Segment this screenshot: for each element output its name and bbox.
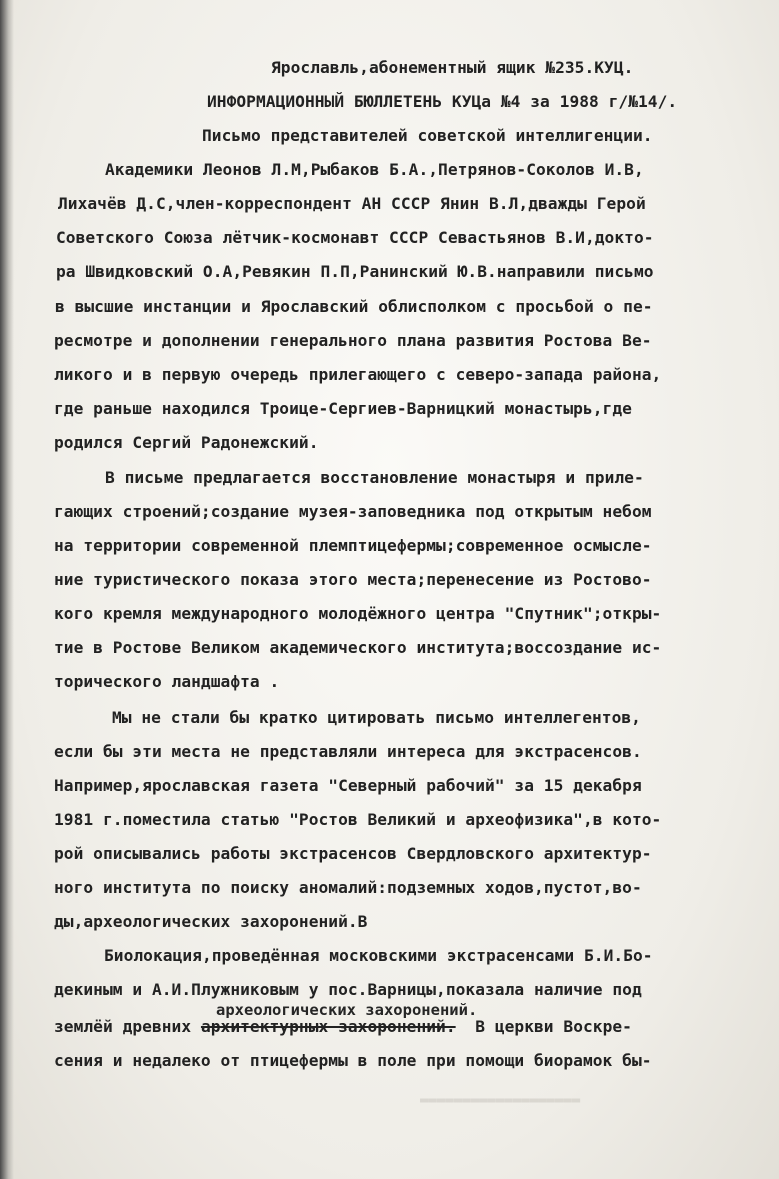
letter-heading: Письмо представителей советской интеллигенции. [202,126,653,145]
p4-line1: Биолокация,проведённая московскими экстрасенсами Б.И.Бо- [104,946,653,965]
p2-line3: на территории современной племптицефермы;современное осмысле- [54,536,652,555]
p1-line4: ра Швидковский О.А,Ревякин П.П,Ранинский Ю.В.направили письмо [56,262,654,281]
scan-shadow-edge [0,0,14,1179]
p1-line6: ресмотре и дополнении генерального плана развития Ростова Ве- [54,331,652,350]
p2-line1: В письме предлагается восстановление монастыря и приле- [105,468,644,487]
p1-line2: Лихачёв Д.С,член-корреспондент АН СССР Янин В.Л,дважды Герой [58,194,646,213]
p1-line9: родился Сергий Радонежский. [54,433,319,452]
p1-line1: Академики Леонов Л.М,Рыбаков Б.А.,Петрянов-Соколов И.В, [105,160,644,179]
p1-line7: ликого и в первую очередь прилегающего с северо-запада района, [54,365,662,384]
p1-line8: где раньше находился Троице-Сергиев-Варницкий монастырь,где [54,399,632,418]
p3-line2: если бы эти места не представляли интереса для экстрасенсов. [54,742,642,761]
bleed-through-mark: ▬▬▬▬▬▬▬▬▬▬▬▬▬▬▬▬▬▬▬ [420,1092,581,1108]
p4-line4: сения и недалеко от птицефермы в поле при помощи биорамок бы- [54,1051,652,1070]
p2-line5: кого кремля международного молодёжного центра "Спутник";откры- [54,604,662,623]
p2-line6: тие в Ростове Великом академического института;воссоздание ис- [54,638,662,657]
inserted-correction: археологических захоронений. [216,1001,478,1019]
p3-line7: ды,археологических захоронений.В [54,912,368,931]
p1-line5: в высшие инстанции и Ярославский облисполком с просьбой о пе- [55,297,653,316]
bulletin-title: ИНФОРМАЦИОННЫЙ БЮЛЛЕТЕНЬ КУЦа №4 за 1988 г/№14/. [207,92,678,111]
p4-line3 [54,1017,632,1036]
p2-line7: торического ландшафта . [54,672,280,691]
p4-line3-start: землёй древних [54,1017,201,1036]
p4-line3-end: В церкви Воскре- [455,1017,632,1036]
p2-line4: ние туристического показа этого места;перенесение из Ростово- [54,570,652,589]
p3-line4: 1981 г.поместила статью "Ростов Великий и археофизика",в кото- [54,810,662,829]
p3-line3: Например,ярославская газета "Северный рабочий" за 15 декабря [54,776,642,795]
p1-line3: Советского Союза лётчик-космонавт СССР Севастьянов В.И,доктo- [56,228,654,247]
p4-line2: декиным и А.И.Плужниковым у пос.Варницы,показала наличие под [54,980,642,999]
header-address: Ярославль,абонементный ящик №235.КУЦ. [271,58,634,77]
p2-line2: гающих строений;создание музея-заповедника под открытым небом [54,502,652,521]
p3-line6: ного института по поиску аномалий:подземных ходов,пустот,во- [54,878,642,897]
p3-line5: рой описывались работы экстрасенсов Свердловского архитектур- [54,844,652,863]
p3-line1: Мы не стали бы кратко цитировать письмо интеллегентов, [112,708,641,727]
struck-through-text: архитектурных захоронений. [200,1017,456,1036]
